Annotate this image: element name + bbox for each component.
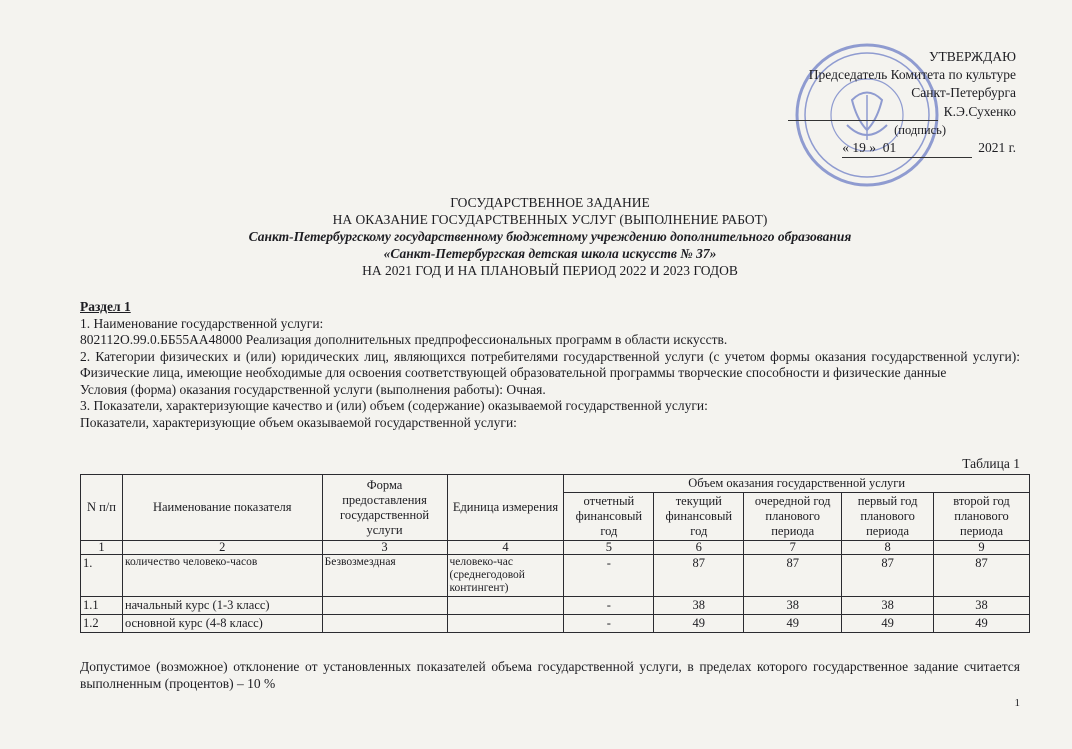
- section-body: [80, 299, 1020, 431]
- header-unit: Единица измерения: [447, 475, 564, 541]
- row-next: 38: [744, 597, 842, 615]
- signature-line: [788, 102, 938, 121]
- date-day: « 19 »: [842, 140, 876, 155]
- row-second: 87: [934, 555, 1030, 597]
- row-first: 87: [842, 555, 934, 597]
- section-item-2: 2. Категории физических и (или) юридических лиц, являющихся потребителями государственной услуги (с учетом формы оказания государственной услуги): Физические лица, имеющие необходимые для освоения соответствующей образовательной программы творческие способности и физические данные: [80, 348, 1020, 380]
- header-second-plan-year: второй год планового периода: [934, 493, 1030, 541]
- deviation-note: Допустимое (возможное) отклонение от установленных показателей объема государственной услуги, в пределах которого государственное задание считается выполненным (процентов) – 10 %: [80, 659, 1020, 691]
- approval-block: [788, 48, 1016, 158]
- row-current: 49: [654, 615, 744, 633]
- date-month: 01: [882, 140, 897, 155]
- approval-city: Санкт-Петербурга: [911, 85, 1016, 100]
- table-caption: Таблица 1: [962, 456, 1020, 471]
- col-number: 4: [447, 541, 564, 555]
- row-num: 1.1: [81, 597, 123, 615]
- header-current-year: текущий финансовый год: [654, 493, 744, 541]
- row-first: 49: [842, 615, 934, 633]
- table-row: [81, 597, 1030, 615]
- col-number: 5: [564, 541, 654, 555]
- volume-table: [80, 474, 1030, 633]
- approval-heading: УТВЕРЖДАЮ: [928, 49, 1016, 64]
- row-second: 38: [934, 597, 1030, 615]
- title-line-5: НА 2021 ГОД И НА ПЛАНОВЫЙ ПЕРИОД 2022 И 2023 ГОДОВ: [362, 263, 738, 278]
- row-form: [322, 597, 447, 615]
- row-second: 49: [934, 615, 1030, 633]
- volume-heading: Показатели, характеризующие объем оказываемой государственной услуги:: [80, 414, 517, 430]
- row-reporting: -: [564, 597, 654, 615]
- section-item-3: 3. Показатели, характеризующие качество и (или) объем (содержание) оказываемой государственной услуги:: [80, 398, 708, 413]
- service-code: 802112О.99.0.ББ55АА48000 Реализация дополнительных предпрофессиональных программ в области искусств.: [80, 332, 728, 347]
- row-form: Безвозмездная: [322, 555, 447, 597]
- document-title: [80, 194, 1020, 279]
- title-line-2: НА ОКАЗАНИЕ ГОСУДАРСТВЕННЫХ УСЛУГ (ВЫПОЛНЕНИЕ РАБОТ): [332, 212, 768, 227]
- header-num: N п/п: [81, 475, 123, 541]
- row-num: 1.2: [81, 615, 123, 633]
- section-heading: Раздел 1: [80, 299, 131, 314]
- table-row: [81, 615, 1030, 633]
- title-line-3: Санкт-Петербургскому государственному бюджетному учреждению дополнительного образования: [248, 229, 852, 244]
- row-reporting: -: [564, 615, 654, 633]
- header-reporting-year: отчетный финансовый год: [564, 493, 654, 541]
- row-next: 87: [744, 555, 842, 597]
- col-number: 6: [654, 541, 744, 555]
- approval-position: Председатель Комитета по культуре: [808, 67, 1016, 82]
- header-form: Форма предоставления государственной услуги: [322, 475, 447, 541]
- header-first-plan-year: первый год планового периода: [842, 493, 934, 541]
- section-item-1: 1. Наименование государственной услуги:: [80, 315, 324, 331]
- signature-hint: (подпись): [894, 123, 946, 137]
- row-unit: [447, 597, 564, 615]
- title-line-4: «Санкт-Петербургская детская школа искусств № 37»: [383, 246, 717, 261]
- col-number: 1: [81, 541, 123, 555]
- row-first: 38: [842, 597, 934, 615]
- col-number: 7: [744, 541, 842, 555]
- row-name: количество человеко-часов: [122, 555, 322, 597]
- page-number: 1: [1014, 697, 1020, 709]
- row-next: 49: [744, 615, 842, 633]
- row-name: основной курс (4-8 класс): [122, 615, 322, 633]
- table-row: [81, 555, 1030, 597]
- date-line: [842, 139, 972, 158]
- col-number: 2: [122, 541, 322, 555]
- col-number: 8: [842, 541, 934, 555]
- header-next-year: очередной год планового периода: [744, 493, 842, 541]
- col-number: 3: [322, 541, 447, 555]
- row-current: 38: [654, 597, 744, 615]
- col-number: 9: [934, 541, 1030, 555]
- row-reporting: -: [564, 555, 654, 597]
- row-num: 1.: [81, 555, 123, 597]
- row-current: 87: [654, 555, 744, 597]
- title-line-1: ГОСУДАРСТВЕННОЕ ЗАДАНИЕ: [450, 195, 650, 210]
- row-name: начальный курс (1-3 класс): [122, 597, 322, 615]
- row-unit: [447, 615, 564, 633]
- service-conditions: Условия (форма) оказания государственной услуги (выполнения работы): Очная.: [80, 381, 546, 397]
- row-unit: человеко-час (среднегодовой контингент): [447, 555, 564, 597]
- header-volume: Объем оказания государственной услуги: [564, 475, 1030, 493]
- header-name: Наименование показателя: [122, 475, 322, 541]
- column-number-row: [81, 541, 1030, 555]
- approval-signer: К.Э.Сухенко: [943, 104, 1016, 119]
- date-year: 2021 г.: [978, 140, 1016, 155]
- row-form: [322, 615, 447, 633]
